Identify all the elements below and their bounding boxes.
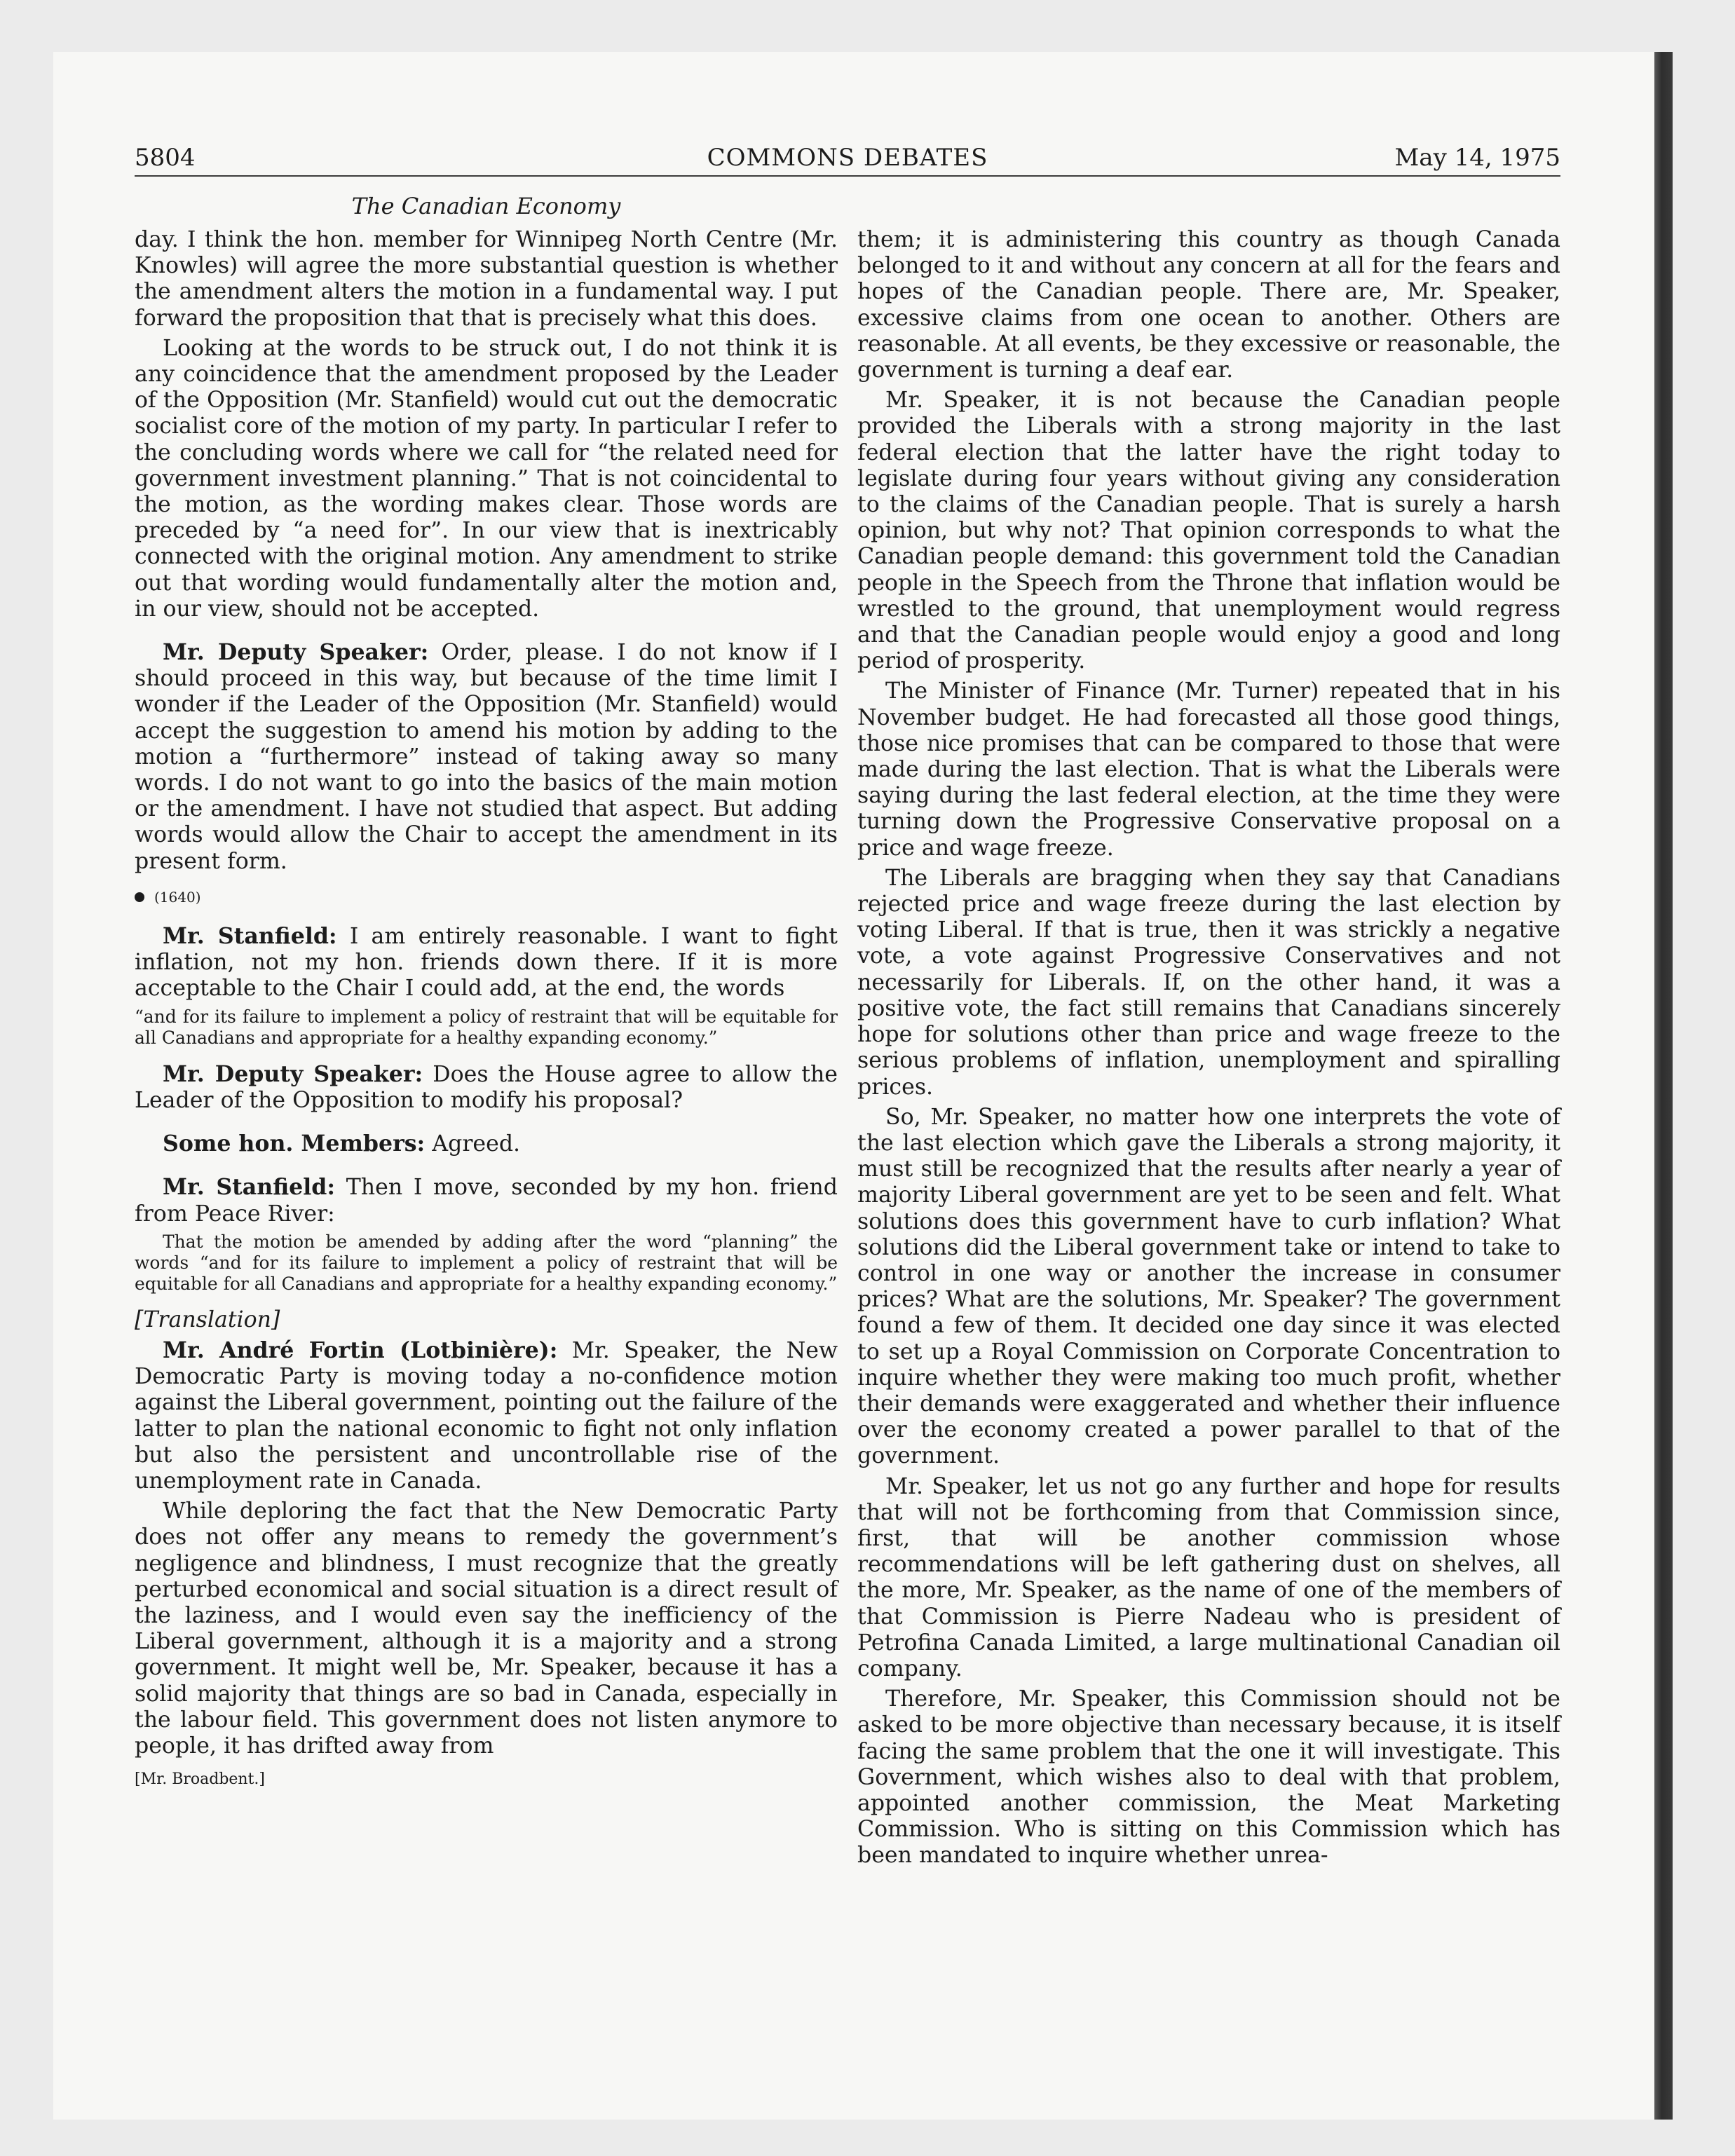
speech-paragraph	[135, 1131, 838, 1157]
bullet-icon	[135, 892, 144, 902]
speaker-name: Some hon. Members:	[163, 1131, 426, 1157]
right-column	[857, 227, 1560, 1874]
speaker-footnote: [Mr. Broadbent.]	[135, 1770, 266, 1789]
paragraph: them; it is administering this country as though Canada belonged to it and without any concern at all for the fears and hopes of the Canadian people. There are, Mr. Speaker, excessive claims from one ocean to another. Others are reasonable. At all events, be they excessive or reasonable, the government is turning a deaf ear.	[857, 227, 1560, 383]
speaker-name: Mr. Stanfield:	[163, 923, 337, 950]
paragraph: Mr. Speaker, let us not go any further and hope for results that will not be forthcoming from that Commission since, first, that will be another commission whose recommendations will be left gathering dust on shelves, all the more, Mr. Speaker, as the name of one of the members of that Commission is Pierre Nadeau who is president of Petrofina Canada Limited, a large multinational Canadian oil company.	[857, 1473, 1560, 1681]
speaker-name: Mr. Deputy Speaker:	[163, 1060, 423, 1087]
speech-paragraph	[135, 1061, 838, 1114]
publication-title: COMMONS DEBATES	[707, 144, 988, 172]
quoted-amendment: “and for its failure to implement a policy of restraint that will be equitable for all Canadians and appropriate for a healthy expanding economy.”	[135, 1006, 838, 1048]
time-marker	[135, 885, 838, 910]
speech-paragraph	[135, 1337, 838, 1494]
speech-text: Mr. Speaker, the New Democratic Party is moving today a no-confidence motion against the Liberal government, pointing out the failure of the latter to plan the national economic to fight not only inflation but also the persistent and uncontrollable rise of the unemployment rate in Canada.	[135, 1337, 838, 1494]
page-header	[135, 140, 1560, 177]
scan-edge-shadow	[1654, 52, 1673, 2120]
paragraph: day. I think the hon. member for Winnipeg North Centre (Mr. Knowles) will agree the more substantial question is whether the amendment alters the motion in a fundamental way. I put forward the proposition that that is precisely what this does.	[135, 227, 838, 331]
time-marker-text: (1640)	[154, 888, 201, 906]
paragraph: The Liberals are bragging when they say that Canadians rejected price and wage freeze during the last election by voting Liberal. If that is true, then it was strickly a negative vote, a vote against Progressive Conservatives and not necessarily for Liberals. If, on the other hand, it was a positive vote, the fact still remains that Canadians sincerely hope for solutions other than price and wage freeze to the serious problems of inflation, unemployment and spiralling prices.	[857, 865, 1560, 1100]
paragraph: Therefore, Mr. Speaker, this Commission should not be asked to be more objective than necessary because, it is itself facing the same problem that the one it will investigate. This Government, which wishes also to deal with that problem, appointed another commission, the Meat Marketing Commission. Who is sitting on this Commission which has been mandated to inquire whether unrea-	[857, 1686, 1560, 1869]
translation-label: [Translation]	[135, 1306, 280, 1332]
paragraph: So, Mr. Speaker, no matter how one interprets the vote of the last election which gave the Liberals a strong majority, it must still be recognized that the results after nearly a year of majority Liberal government are yet to be seen and felt. What solutions does this government have to curb inflation? What solutions did the Liberal government take or intend to take to control in one way or another the increase in consumer prices? What are the solutions, Mr. Speaker? The government found a few of them. It decided one day since it was elected to set up a Royal Commission on Corporate Concentration to inquire whether they were making too much profit, whether their demands were exaggerated and whether their influence over the economy created a power parallel to that of the government.	[857, 1104, 1560, 1469]
speech-text: Order, please. I do not know if I should proceed in this way, but because of the time limit I wonder if the Leader of the Opposition (Mr. Stanfield) would accept the suggestion to amend his motion by adding to the motion a “furthermore” instead of taking away so many words. I do not want to go into the basics of the main motion or the amendment. I have not studied that aspect. But adding words would allow the Chair to accept the amendment in its present form.	[135, 640, 838, 874]
speech-text: Does the House agree to allow the Leader of the Opposition to modify his proposal?	[135, 1061, 838, 1113]
paragraph: While deploring the fact that the New Democratic Party does not offer any means to remedy the government’s negligence and blindness, I must recognize that the greatly perturbed economical and social situation is a direct result of the laziness, and I would even say the inefficiency of the Liberal government, although it is a majority and a strong government. It might well be, Mr. Speaker, because it has a solid majority that things are so bad in Canada, especially in the labour field. This government does not listen anymore to people, it has drifted away from	[135, 1499, 838, 1759]
speech-paragraph	[135, 639, 838, 875]
section-title: The Canadian Economy	[351, 193, 621, 219]
paragraph: Mr. Speaker, it is not because the Canadian people provided the Liberals with a strong majority in the last federal election that the latter have the right today to legislate during four years without giving any consideration to the claims of the Canadian people. That is surely a harsh opinion, but why not? That opinion corresponds to what the Canadian people demand: this government told the Canadian people in the Speech from the Throne that inflation would be wrestled to the ground, that unemployment would regress and that the Canadian people would enjoy a good and long period of prosperity.	[857, 388, 1560, 674]
speech-paragraph	[135, 923, 838, 1002]
publication-date: May 14, 1975	[1394, 144, 1560, 172]
paragraph: Looking at the words to be struck out, I do not think it is any coincidence that the amendment proposed by the Leader of the Opposition (Mr. Stanfield) would cut out the democratic socialist core of the motion of my party. In particular I refer to the concluding words where we call for “the related need for government investment planning.” That is not coincidental to the motion, as the wording makes clear. Those words are preceded by “a need for”. In our view that is inextricably connected with the original motion. Any amendment to strike out that wording would fundamentally alter the motion and, in our view, should not be accepted.	[135, 335, 838, 622]
speech-paragraph	[135, 1174, 838, 1227]
speech-text: Then I move, seconded by my hon. friend from Peace River:	[135, 1175, 838, 1227]
speaker-name: Mr. André Fortin (Lotbinière):	[163, 1337, 558, 1363]
speech-text: I am entirely reasonable. I want to fight inflation, not my hon. friends down there. If it is more acceptable to the Chair I could add, at the end, the words	[135, 924, 838, 1002]
paragraph: The Minister of Finance (Mr. Turner) repeated that in his November budget. He had forecasted all those good things, those nice promises that can be compared to those that were made during the last election. That is what the Liberals were saying during the last federal election, at the time they were turning down the Progressive Conservative proposal on a price and wage freeze.	[857, 678, 1560, 861]
left-column	[135, 227, 838, 1794]
speaker-name: Mr. Deputy Speaker:	[163, 639, 429, 666]
motion-text: That the motion be amended by adding after the word “planning” the words “and for its failure to implement a policy of restraint that will be equitable for all Canadians and appropriate for a healthy expanding economy.”	[135, 1231, 838, 1294]
speaker-name: Mr. Stanfield:	[163, 1174, 336, 1201]
speech-text: Agreed.	[425, 1131, 521, 1157]
page-number: 5804	[135, 144, 196, 172]
